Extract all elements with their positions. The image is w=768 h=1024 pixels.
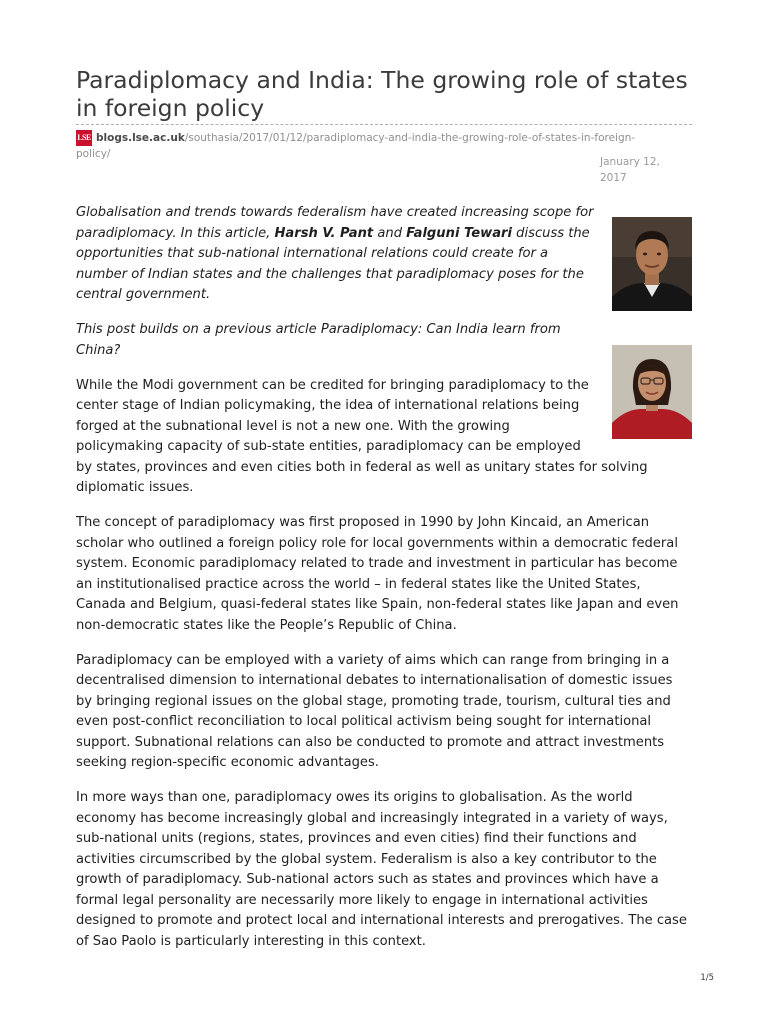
paragraph-1: While the Modi government can be credited for bringing paradiplomacy to the center stage of Indian policymaking, the idea of international relations being forged at the subnational level is not a new one. With the growing policymaking capacity of sub-state entities, paradiplomacy can be employed by states, provinces and even cities both in federal as well as unitary states for solving diplomatic issues. [76,377,648,495]
intro-text-start: Globalisation and trends towards federalism have created increasing scope for paradiplomacy. In this article, [76,205,594,241]
source-url[interactable] [76,130,636,162]
related-article-note: This post builds on a previous article Paradiplomacy: Can India learn from China? [76,322,561,358]
author-name-pant: Harsh V. Pant [274,225,374,241]
author-name-tewari: Falguni Tewari [406,225,513,241]
publish-date: January 12, 2017 [600,156,660,184]
intro-paragraph [76,203,692,306]
article-body [76,203,692,967]
paragraph-4: In more ways than one, paradiplomacy owes its origins to globalisation. As the world economy has become increasingly global and increasingly integrated in a variety of ways, sub-national units (regions, states, provinces and even cities) find their functions and activities circumscribed by the global system. Federalism is also a key contributor to the growth of paradiplomacy. Sub-national actors such as states and provinces which have a formal legal personality are necessarily more likely to engage in international activities designed to promote and protect local and international interests and prerogatives. The case of Sao Paolo is particularly interesting in this context. [76,790,687,949]
author-photo-pant [612,217,692,311]
paragraph-3: Paradiplomacy can be employed with a variety of aims which can range from bringing in a decentralised dimension to international debates to internationalisation of domestic issues by bringing regional issues on the global stage, promoting trade, tourism, cultural ties and even post-conflict reconciliation to local political activism being sought for international support. Subnational relations can also be conducted to promote and attract investments seeking region-specific economic advantages. [76,652,673,770]
page-number: 1/5 [700,973,714,983]
paragraph-2: The concept of paradiplomacy was first proposed in 1990 by John Kincaid, an American scholar who outlined a foreign policy role for local governments within a democratic federal system. Economic paradiplomacy related to trade and investment in particular has become an institutionalised practice across the world – in federal states like the United States, Canada and Belgium, quasi-federal states like Spain, non-federal states like Japan and even non-democratic states like the People’s Republic of China. [76,515,679,633]
source-path[interactable]: /southasia/2017/01/12/paradiplomacy-and-india-the-growing-role-of-states-in-foreign-policy/ [76,132,636,160]
article-title: Paradiplomacy and India: The growing role of states in foreign policy [76,66,688,122]
lse-logo: LSE [76,130,92,146]
author-photo-tewari [612,345,692,439]
intro-text-and: and [373,225,407,241]
intro-text-end: discuss the opportunities that sub-national international relations could create for a number of Indian states and the challenges that paradiplomacy poses for the central government. [76,225,590,302]
title-divider [76,124,692,125]
source-domain[interactable]: blogs.lse.ac.uk [96,132,185,144]
